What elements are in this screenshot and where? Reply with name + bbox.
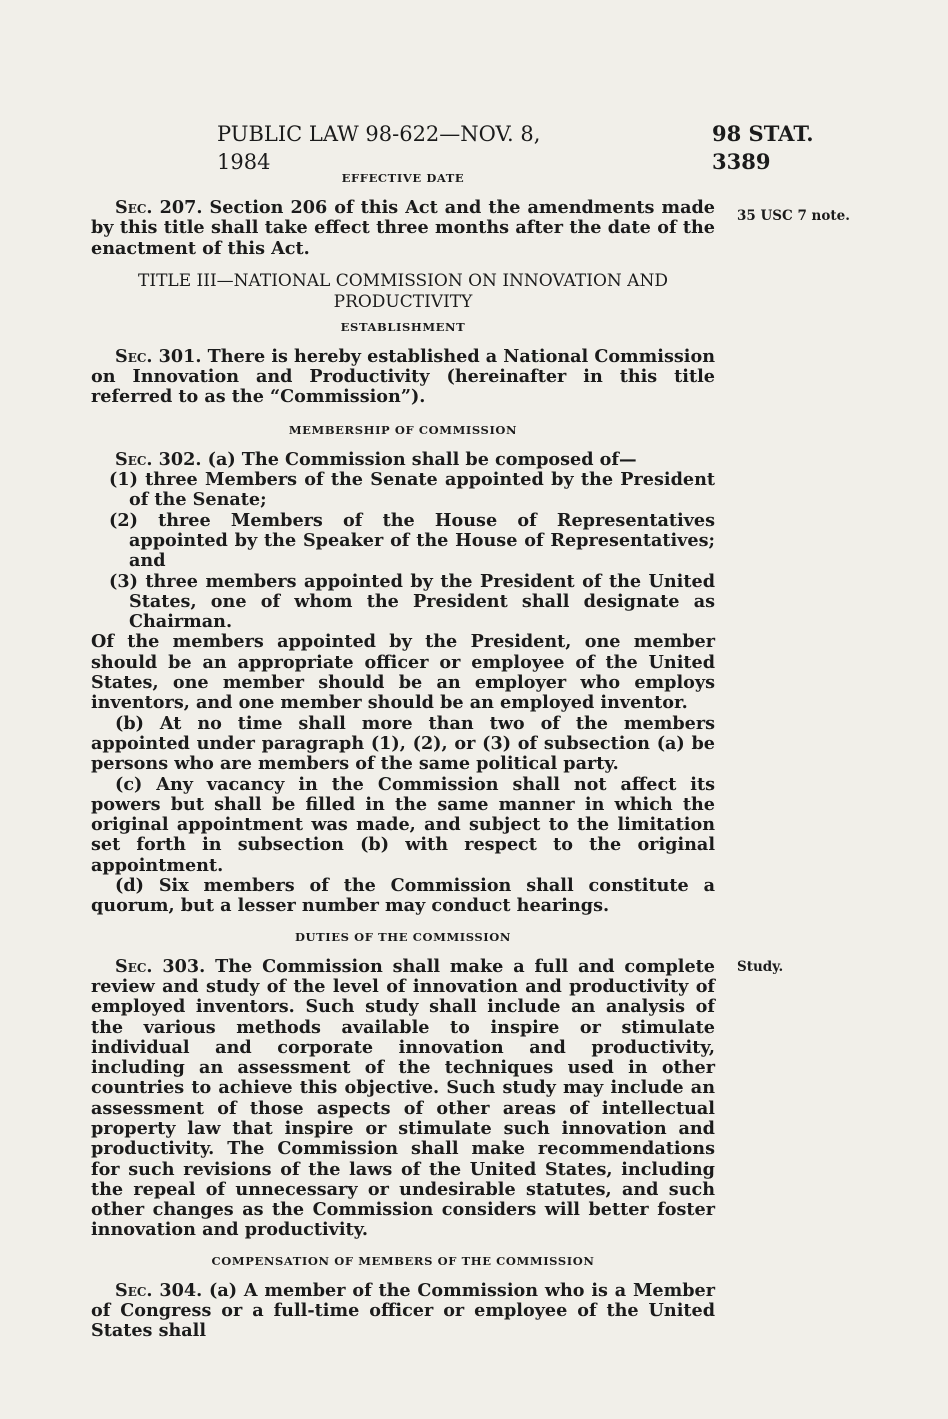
section-302-item-3: (3) three members appointed by the President of the United States, one of whom the President shall designate as Chairman. — [109, 570, 715, 633]
section-label: Sec. — [115, 448, 153, 470]
section-301 — [91, 347, 715, 408]
running-header-left: PUBLIC LAW 98-622—NOV. 8, 1984 — [217, 122, 541, 174]
margin-note-citation: 35 USC 7 note. — [737, 208, 850, 224]
section-207-text: 207. Section 206 of this Act and the amendments made by this title shall take effect three months after the date of the enactment of this Act. — [91, 197, 715, 259]
section-302-c: (c) Any vacancy in the Commission shall not affect its powers but shall be filled in the same manner in which the original appointment was made, and subject to the limitation set forth in subsection (b) with respect to the original appointment. — [91, 773, 715, 876]
section-302-item-2: (2) three Members of the House of Representatives appointed by the Speaker of the House of Representatives; and — [109, 509, 715, 572]
section-302-b: (b) At no time shall more than two of the members appointed under paragraph (1), (2), or (3) of subsection (a) be persons who are members of the same political party. — [91, 712, 715, 775]
section-label: Sec. — [115, 345, 153, 367]
heading-compensation: COMPENSATION OF MEMBERS OF THE COMMISSION — [211, 1253, 595, 1268]
heading-duties: DUTIES OF THE COMMISSION — [294, 929, 512, 944]
section-302-members-paragraph: Of the members appointed by the President, one member should be an appropriate officer or employee of the United States, one member should be an employer who employs inventors, and one member should be an employed inventor. — [91, 631, 715, 714]
section-304 — [91, 1281, 715, 1342]
running-header-right: 98 STAT. 3389 — [712, 121, 814, 174]
section-302-item-1: (1) three Members of the Senate appointed by the President of the Senate; — [109, 469, 715, 511]
section-304-text: 304. (a) A member of the Commission who is a Member of Congress or a full-time officer or employee of the United States shall — [91, 1279, 715, 1342]
section-303 — [91, 957, 715, 1241]
section-207 — [91, 198, 715, 259]
section-303-text: 303. The Commission shall make a full and complete review and study of the level of innovation and productivity of employed inventors. Such study shall include an analysis of the various methods available to inspire or stimulate individual and corporate innovation and productivity, including an assessment of the techniques used in other countries to achieve this objective. Such study may include an assessment of those aspects of other areas of intellectual property law that inspire or stimulate such innovation and productivity. The Commission shall make recommendations for such revisions of the laws of the United States, including the repeal of unnecessary or undesirable statutes, and such other changes as the Commission considers will better foster innovation and productivity. — [91, 955, 715, 1241]
section-302-d: (d) Six members of the Commission shall constitute a quorum, but a lesser number may conduct hearings. — [91, 875, 715, 917]
body-text-column — [91, 170, 715, 1342]
title-iii-heading: TITLE III—NATIONAL COMMISSION ON INNOVATION AND PRODUCTIVITY — [138, 270, 668, 312]
heading-membership: MEMBERSHIP OF COMMISSION — [288, 422, 518, 437]
section-label: Sec. — [115, 955, 153, 977]
section-label: Sec. — [115, 197, 153, 218]
section-301-text: 301. There is hereby established a National Commission on Innovation and Productivity (hereinafter in this title referred to as the “Commission”). — [91, 345, 715, 408]
heading-effective-date: EFFECTIVE DATE — [341, 171, 465, 185]
margin-note-study: Study. — [737, 959, 784, 975]
section-302-intro — [91, 450, 715, 470]
section-302-intro-text: 302. (a) The Commission shall be composed of— — [152, 448, 637, 470]
section-label: Sec. — [115, 1279, 153, 1301]
heading-establishment: ESTABLISHMENT — [340, 319, 466, 334]
